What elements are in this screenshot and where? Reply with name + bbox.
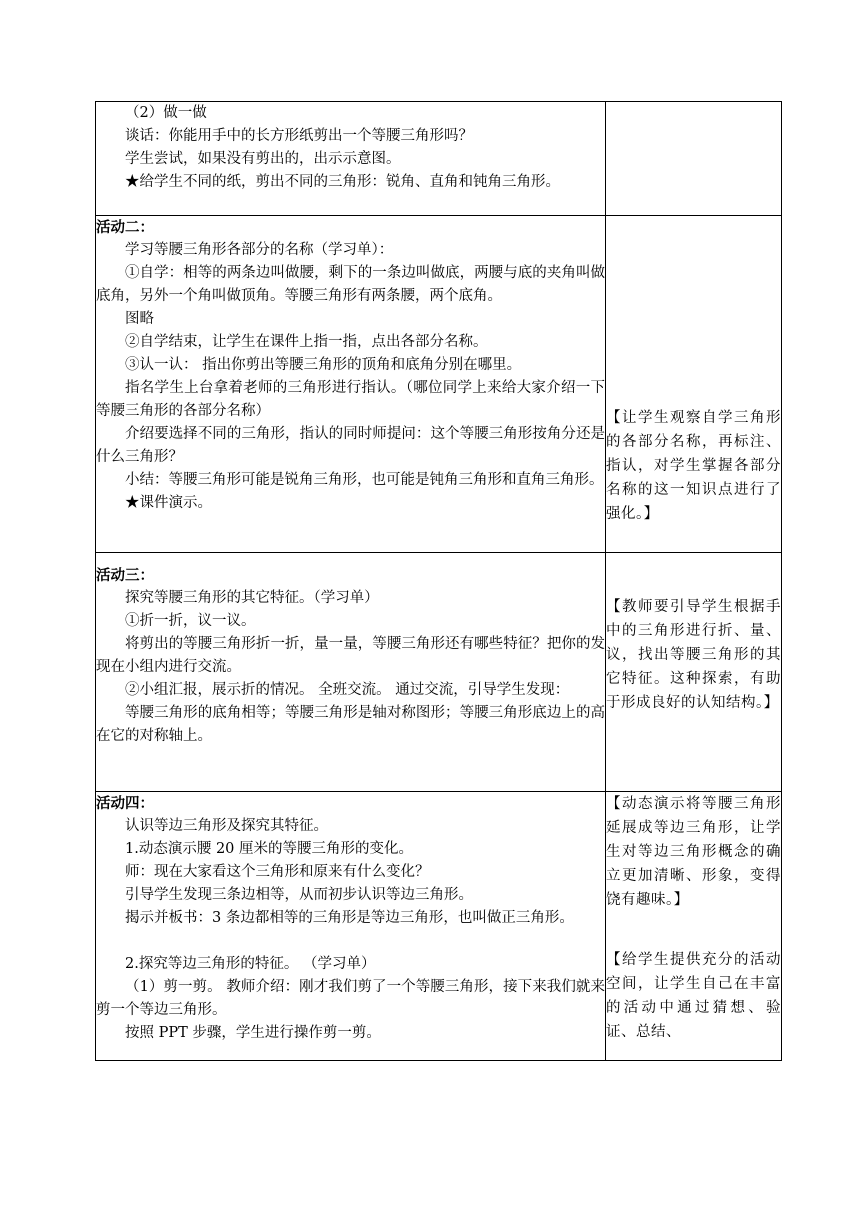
paragraph: 认识等边三角形及探究其特征。 bbox=[125, 818, 328, 834]
paragraph: （1）剪一剪。 教师介绍：刚才我们剪了一个等腰三角形，接下来我们就来剪一个等边三角形。 bbox=[96, 979, 605, 1018]
paragraph: 2.探究等边三角形的特征。 （学习单） bbox=[125, 956, 376, 972]
paragraph: 学生尝试，如果没有剪出的，出示示意图。 bbox=[125, 151, 401, 167]
table-row bbox=[96, 102, 782, 216]
paragraph: 将剪出的等腰三角形折一折，量一量，等腰三角形还有哪些特征？把你的发现在小组内进行交流。 bbox=[96, 636, 605, 675]
design-intent-note: 【动态演示将等腰三角形延展成等边三角形，让学生对等边三角形概念的确立更加清晰、形象，变得饶有趣味。】 bbox=[606, 796, 781, 908]
paragraph: 等腰三角形的底角相等；等腰三角形是轴对称图形；等腰三角形底边上的高在它的对称轴上。 bbox=[96, 705, 605, 744]
design-intent-cell bbox=[606, 553, 782, 792]
paragraph: 小结：等腰三角形可能是锐角三角形，也可能是钝角三角形和直角三角形。 bbox=[125, 472, 604, 488]
lesson-plan-table bbox=[95, 101, 782, 1061]
paragraph: 按照 PPT 步骤，学生进行操作剪一剪。 bbox=[125, 1025, 381, 1041]
paragraph: 探究等腰三角形的其它特征。（学习单） bbox=[125, 590, 379, 606]
paragraph: 学习等腰三角形各部分的名称（学习单）： bbox=[125, 242, 394, 258]
activity-cell bbox=[96, 102, 606, 216]
activity-cell bbox=[96, 216, 606, 553]
paragraph: ③认一认： 指出你剪出等腰三角形的顶角和底角分别在哪里。 bbox=[125, 357, 522, 373]
activity-cell bbox=[96, 792, 606, 1061]
paragraph: 揭示并板书：3 条边都相等的三角形是等边三角形，也叫做正三角形。 bbox=[125, 910, 574, 926]
paragraph: ②小组汇报，展示折的情况。 全班交流。 通过交流，引导学生发现： bbox=[125, 682, 570, 698]
design-intent-note: 【教师要引导学生根据手中的三角形进行折、量、议，找出等腰三角形的其它特征。这种探索，有助于形成良好的认知结构。】 bbox=[606, 599, 781, 711]
blank-line bbox=[96, 930, 605, 953]
activity-cell bbox=[96, 553, 606, 792]
table-row bbox=[96, 792, 782, 1061]
table-row bbox=[96, 216, 782, 553]
paragraph: ★课件演示。 bbox=[125, 495, 212, 511]
design-intent-cell bbox=[606, 792, 782, 1061]
paragraph: 介绍要选择不同的三角形，指认的同时师提问：这个等腰三角形按角分还是什么三角形？ bbox=[96, 426, 605, 465]
design-intent-note: 【给学生提供充分的活动空间，让学生自己在丰富的活动中通过猜想、验证、总结、 bbox=[606, 952, 781, 1040]
paragraph: ★给学生不同的纸，剪出不同的三角形：锐角、直角和钝角三角形。 bbox=[125, 174, 560, 190]
activity-heading: 活动三： bbox=[96, 567, 154, 584]
paragraph: 师：现在大家看这个三角形和原来有什么变化？ bbox=[125, 864, 430, 880]
design-intent-note: 【让学生观察自学三角形的各部分名称，再标注、指认，对学生掌握各部分名称的这一知识点进行了强化。】 bbox=[606, 410, 781, 522]
table-row bbox=[96, 553, 782, 792]
paragraph: （2）做一做 bbox=[125, 105, 207, 121]
paragraph: 1.动态演示腰 20 厘米的等腰三角形的变化。 bbox=[125, 841, 414, 857]
paragraph: ①折一折，议一议。 bbox=[125, 613, 256, 629]
paragraph: 指名学生上台拿着老师的三角形进行指认。（哪位同学上来给大家介绍一下等腰三角形的各部分名称） bbox=[96, 380, 605, 419]
paragraph: 引导学生发现三条边相等，从而初步认识等边三角形。 bbox=[125, 887, 473, 903]
design-intent-cell bbox=[606, 216, 782, 553]
paragraph: ①自学：相等的两条边叫做腰，剩下的一条边叫做底，两腰与底的夹角叫做底角，另外一个角叫做顶角。等腰三角形有两条腰，两个底角。 bbox=[96, 265, 605, 304]
activity-heading: 活动二： bbox=[96, 219, 154, 236]
paragraph: 谈话：你能用手中的长方形纸剪出一个等腰三角形吗？ bbox=[125, 128, 473, 144]
paragraph: ②自学结束，让学生在课件上指一指，点出各部分名称。 bbox=[125, 334, 488, 350]
activity-heading: 活动四： bbox=[96, 795, 154, 812]
paragraph: 图略 bbox=[125, 311, 154, 327]
design-intent-cell bbox=[606, 102, 782, 216]
